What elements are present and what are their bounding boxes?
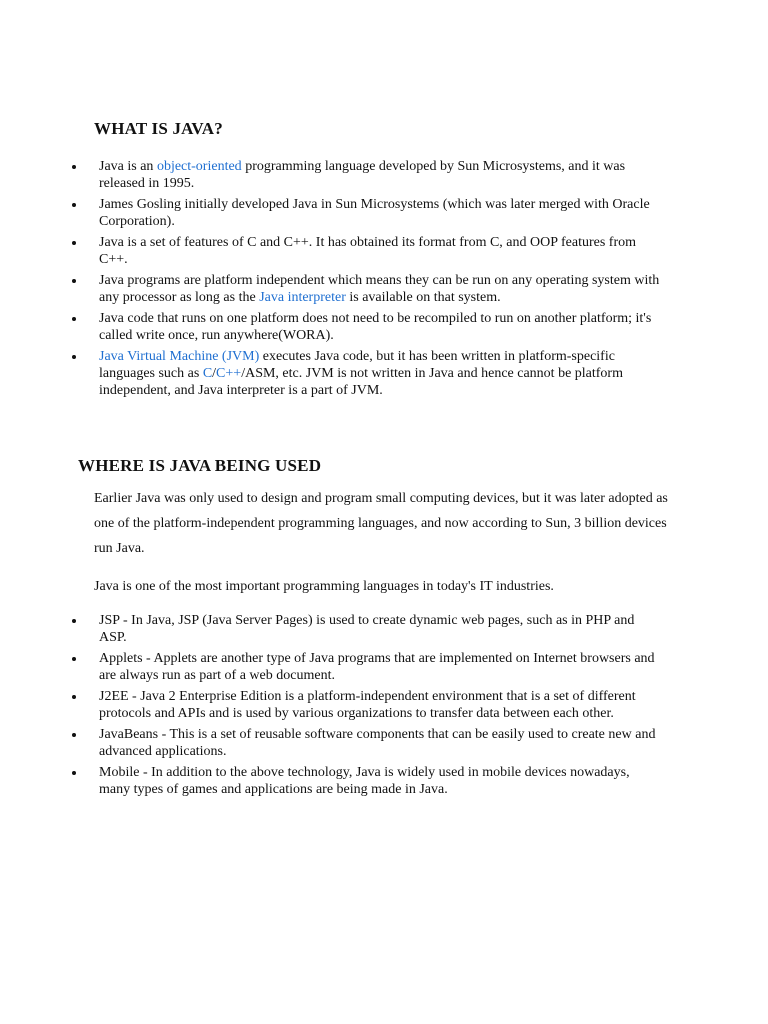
bullet-icon	[72, 733, 76, 737]
bullet-icon	[72, 165, 76, 169]
list-item-text: Java is a set of features of C and C++. It has obtained its format from C, and OOP features from C++.	[99, 235, 637, 267]
list-item-text: Mobile - In addition to the above technology, Java is widely used in mobile devices nowadays, many types of games and applications are being made in Java.	[99, 765, 630, 797]
list-item-text: programming language developed by Sun Microsystems, and it was released in 1995.	[99, 159, 626, 191]
list-item	[72, 612, 662, 646]
list-item	[72, 764, 662, 798]
bullet-icon	[72, 317, 76, 321]
c-link[interactable]: C	[202, 366, 213, 381]
list-item	[72, 348, 662, 399]
section-heading-what-is-java: WHAT IS JAVA?	[94, 119, 223, 138]
bullet-icon	[72, 241, 76, 245]
bullet-icon	[72, 203, 76, 207]
importance-paragraph: Java is one of the most important programming languages in today's IT industries.	[94, 579, 554, 594]
bullet-icon	[72, 657, 76, 661]
list-item	[72, 310, 662, 344]
what-is-java-list	[72, 158, 662, 403]
jvm-link[interactable]: Java Virtual Machine (JVM)	[99, 349, 260, 364]
java-interpreter-link[interactable]: Java interpreter	[259, 290, 346, 305]
bullet-icon	[72, 771, 76, 775]
intro-paragraph: Earlier Java was only used to design and program small computing devices, but it was later adopted as one of the platform-independent programming languages, and now according to Sun, 3 billion devices run Java.	[94, 491, 668, 556]
section-heading-where-is-java-used: WHERE IS JAVA BEING USED	[78, 456, 322, 475]
list-item-text: /ASM, etc. JVM is not written in Java and hence cannot be platform independent, and Java interpreter is a part of JVM.	[99, 366, 623, 398]
list-item	[72, 234, 662, 268]
list-item	[72, 158, 662, 192]
bullet-icon	[72, 619, 76, 623]
object-oriented-link[interactable]: object-oriented	[156, 159, 242, 174]
bullet-icon	[72, 695, 76, 699]
slash-text: /	[212, 366, 217, 381]
bullet-icon	[72, 355, 76, 359]
list-item-text: J2EE - Java 2 Enterprise Edition is a platform-independent environment that is a set of different protocols and APIs and is used by various organizations to transfer data between each other.	[99, 689, 636, 721]
cpp-link[interactable]: C++	[216, 366, 242, 381]
list-item	[72, 650, 662, 684]
list-item-text: Java is an	[99, 159, 157, 174]
list-item	[72, 688, 662, 722]
list-item-text: Java code that runs on one platform does not need to be recompiled to run on another platform; it's called write once, run anywhere(WORA).	[99, 311, 652, 343]
list-item-text: JSP - In Java, JSP (Java Server Pages) is used to create dynamic web pages, such as in PHP and ASP.	[99, 613, 635, 645]
bullet-icon	[72, 279, 76, 283]
list-item-text: James Gosling initially developed Java in Sun Microsystems (which was later merged with Oracle Corporation).	[99, 197, 650, 229]
list-item-text: is available on that system.	[345, 290, 501, 305]
java-uses-list	[72, 612, 662, 802]
list-item-text: JavaBeans - This is a set of reusable software components that can be easily used to create new and advanced applications.	[99, 727, 656, 759]
list-item	[72, 272, 662, 306]
list-item	[72, 726, 662, 760]
list-item-text: Applets - Applets are another type of Java programs that are implemented on Internet browsers and are always run as part of a web document.	[99, 651, 655, 683]
list-item	[72, 196, 662, 230]
list-item-text: Java programs are platform independent which means they can be run on any operating system with any processor as long as the	[99, 273, 660, 305]
list-item-text: executes Java code, but it has been written in platform-specific languages such as	[99, 349, 615, 381]
